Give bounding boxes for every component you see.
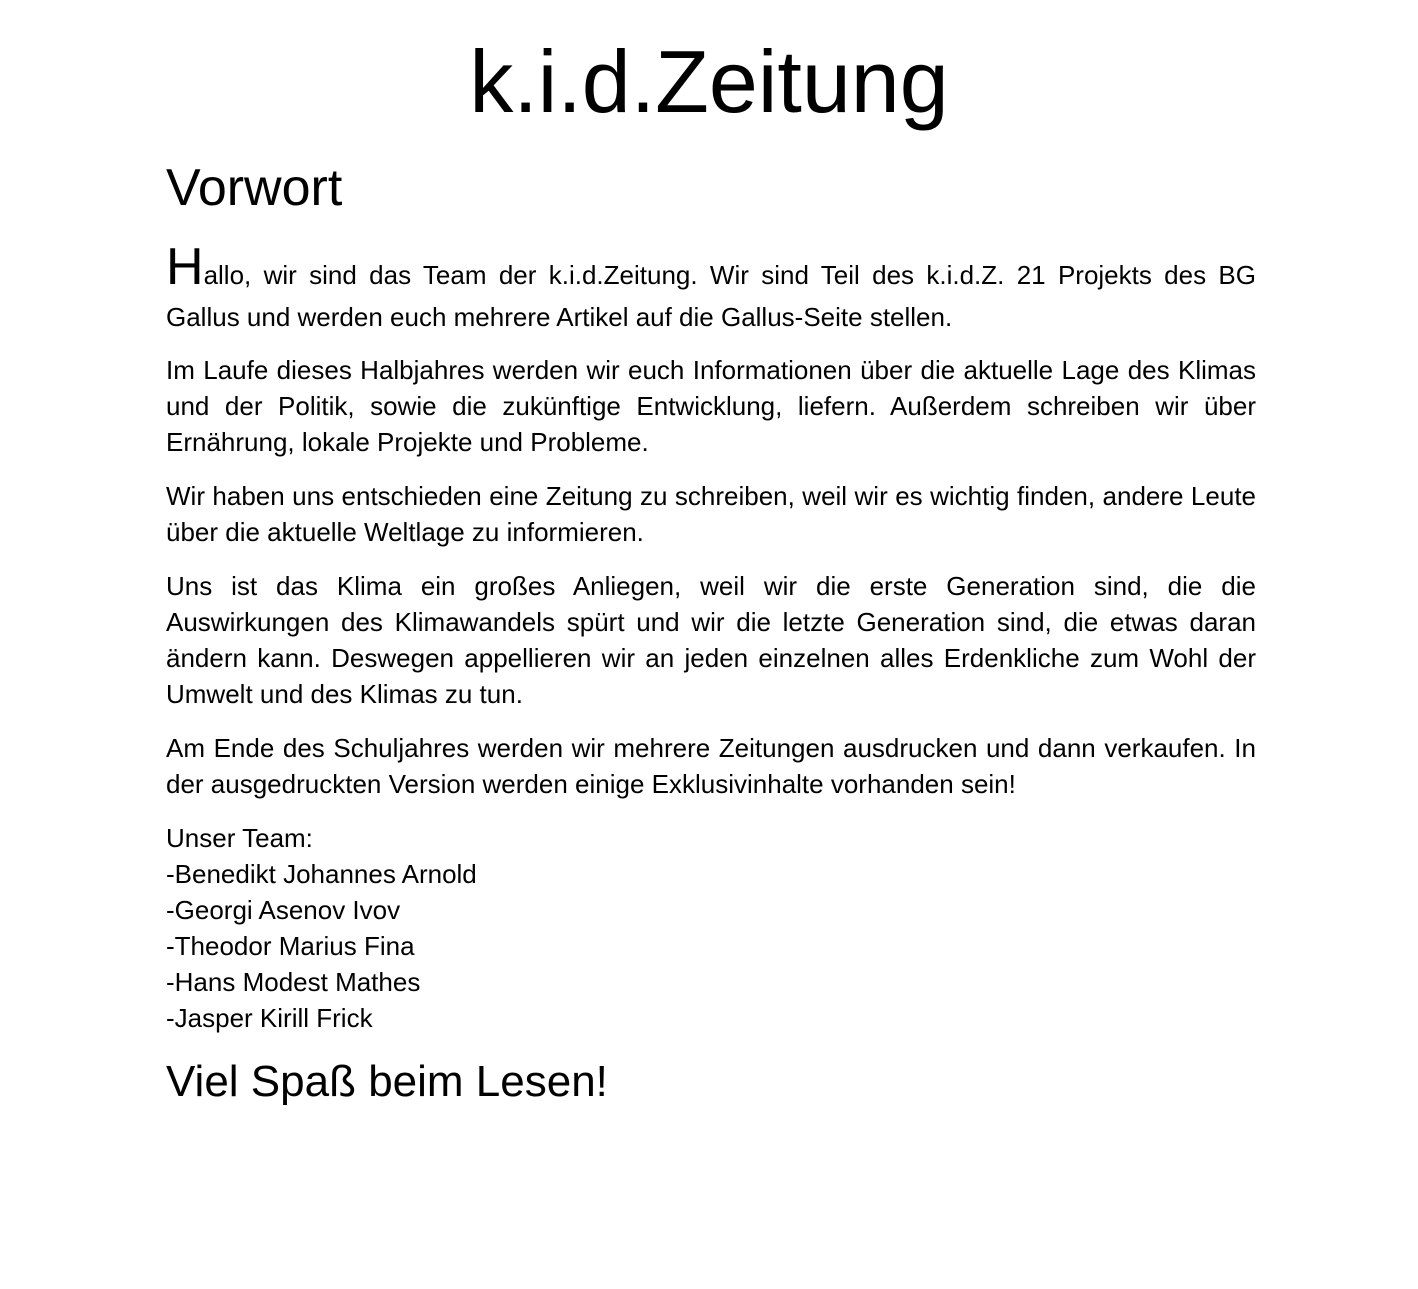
closing-line: Viel Spaß beim Lesen!: [166, 1057, 608, 1106]
team-list: [166, 820, 1256, 1036]
paragraph-topics: Im Laufe dieses Halbjahres werden wir euch Informationen über die aktuelle Lage des Klimas und der Politik, sowie die zukünftige Entwicklung, liefern. Außerdem schreiben wir über Ernährung, lokale Projekte und Probleme.: [166, 355, 1256, 457]
newspaper-title: k.i.d.Zeitung: [469, 32, 949, 131]
team-member: -Georgi Asenov Ivov: [166, 895, 401, 925]
paragraph-climate: Uns ist das Klima ein großes Anliegen, weil wir die erste Generation sind, die die Auswirkungen des Klimawandels spürt und wir die letzte Generation sind, die etwas daran ändern kann. Deswegen appellieren wir an jeden einzelnen alles Erdenkliche zum Wohl der Umwelt und des Klimas zu tun.: [166, 571, 1256, 709]
intro-paragraph: [166, 238, 1256, 338]
drop-cap: H: [166, 238, 204, 296]
paragraph-print-edition: Am Ende des Schuljahres werden wir mehrere Zeitungen ausdrucken und dann verkaufen. In der ausgedruckten Version werden einige Exklusivinhalte vorhanden sein!: [166, 733, 1256, 799]
article-body: [166, 158, 1256, 1112]
paragraph-motivation: Wir haben uns entschieden eine Zeitung zu schreiben, weil wir es wichtig finden, andere Leute über die aktuelle Weltlage zu informieren.: [166, 481, 1256, 547]
team-member: -Hans Modest Mathes: [166, 967, 421, 997]
intro-text: allo, wir sind das Team der k.i.d.Zeitung. Wir sind Teil des k.i.d.Z. 21 Projekts des BG Gallus und werden euch mehrere Artikel auf die Gallus-Seite stellen.: [166, 260, 1256, 332]
team-member: -Jasper Kirill Frick: [166, 1003, 373, 1033]
team-member: -Benedikt Johannes Arnold: [166, 859, 477, 889]
team-member: -Theodor Marius Fina: [166, 931, 415, 961]
section-title: Vorwort: [166, 159, 343, 217]
team-heading: Unser Team:: [166, 823, 313, 853]
